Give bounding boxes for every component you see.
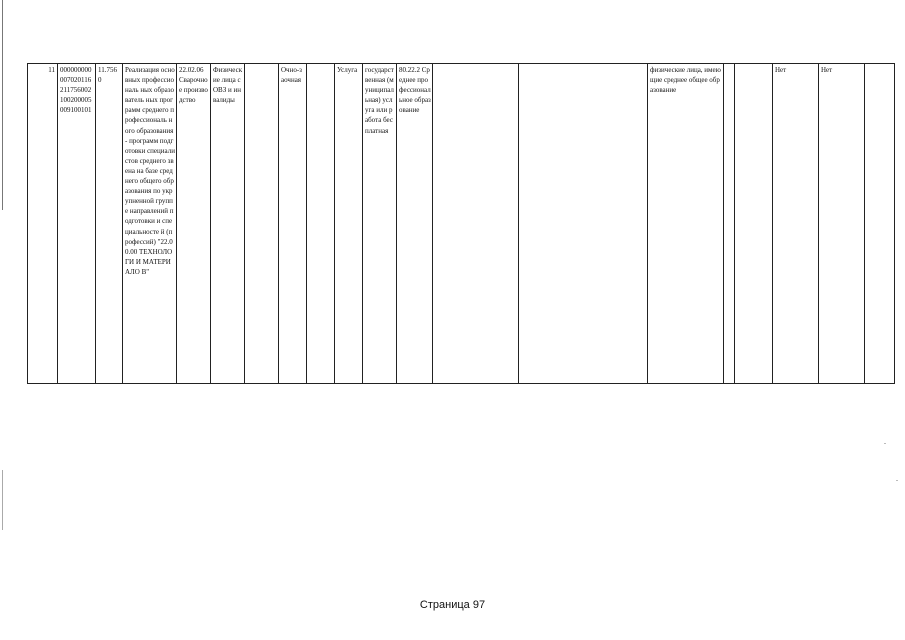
scan-mark	[884, 443, 886, 444]
registry-table	[27, 63, 895, 384]
education-form: Очно-заочная	[279, 64, 307, 384]
registry-code: 000000000 007020116 211756002 100200005 009100101	[58, 64, 96, 384]
scan-mark	[896, 480, 898, 481]
page-number: Страница 97	[419, 599, 486, 611]
scan-edge-line-top	[2, 0, 3, 210]
service-code: 11.756 0	[96, 64, 123, 384]
consumer-category: Физические лица с ОВЗ и инвалиды	[211, 64, 245, 384]
specialty: 22.02.06 Сварочное производство	[177, 64, 211, 384]
flag-2: Нет	[819, 64, 865, 384]
service-type: Услуга	[335, 64, 363, 384]
scan-edge-line-bottom	[2, 470, 3, 530]
empty-cell	[307, 64, 335, 384]
flag-1: Нет	[773, 64, 819, 384]
empty-cell	[724, 64, 735, 384]
empty-cell	[519, 64, 648, 384]
funding-type: государственная (муниципальная) услуга или работа бесплатная	[363, 64, 397, 384]
row-number: 11	[28, 64, 58, 384]
empty-cell	[245, 64, 279, 384]
empty-cell	[865, 64, 895, 384]
service-name: Реализация основных профессиональ ных образователь ных программ среднего профессиональ ного образования - программ подготовки специалистов среднего звена на базе среднего общего образования по укрупненной группе направлений подготовки и специальносте й (профессий) "22.00.00 ТЕХНОЛОГИ И МАТЕРИАЛО В"	[123, 64, 177, 384]
okved-code: 80.22.2 Среднее профессиональное образование	[397, 64, 433, 384]
empty-cell	[433, 64, 519, 384]
empty-cell	[735, 64, 773, 384]
consumers: физические лица, имеющие среднее общее образование	[648, 64, 724, 384]
table-row	[28, 64, 895, 384]
